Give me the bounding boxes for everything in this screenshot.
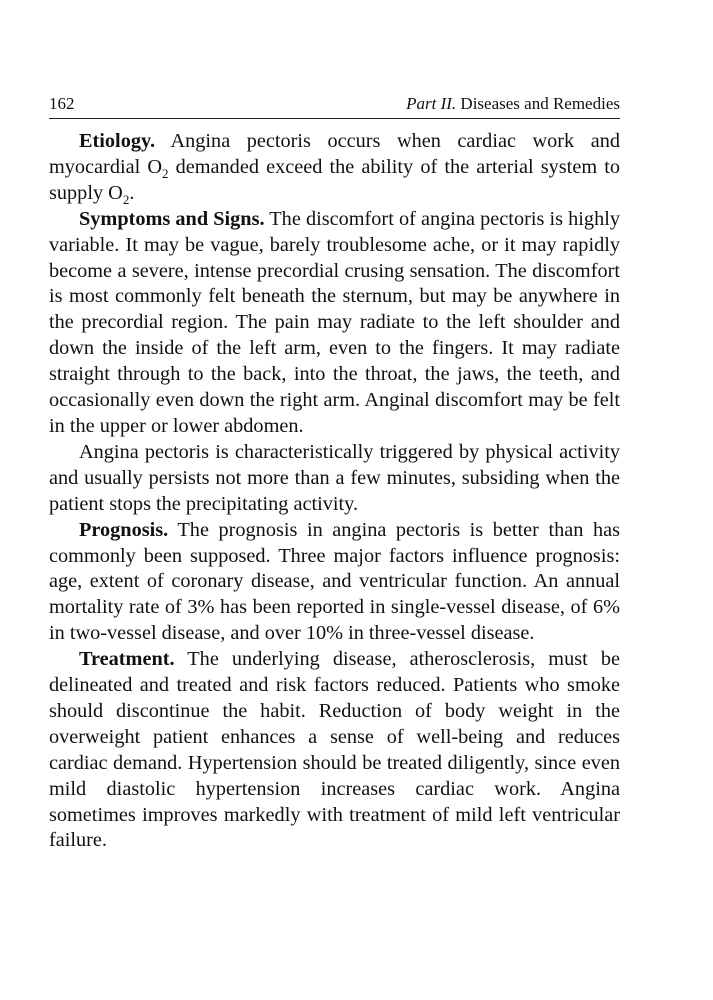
heading-symptoms: Symptoms and Signs. [79, 207, 265, 230]
page-number: 162 [49, 94, 75, 113]
section-title: Diseases and Remedies [460, 94, 620, 113]
book-page [49, 90, 620, 854]
paragraph-triggers [49, 440, 620, 518]
running-title [406, 90, 620, 118]
body-text [49, 129, 620, 854]
prognosis-text: The prognosis in angina pectoris is better than has commonly been supposed. Three major factors influence prognosis: age, extent of coronary disease, and ventricular function. An annual mortality rate of 3% has been reported in single-vessel disease, of 6% in two-vessel disease, and over 10% in three-vessel disease. [49, 518, 620, 645]
heading-treatment: Treatment. [79, 648, 175, 671]
paragraph-etiology [49, 129, 620, 207]
subscript-2: 2 [122, 191, 130, 207]
paragraph-prognosis [49, 518, 620, 648]
running-head [49, 90, 620, 119]
subscript-2: 2 [162, 165, 169, 181]
triggers-text: Angina pectoris is characteristically triggered by physical activity and usually persists not more than a few minutes, subsiding when the patient stops the precipitating activity. [49, 440, 620, 515]
heading-etiology: Etiology. [79, 130, 156, 152]
paragraph-treatment [49, 647, 620, 854]
etiology-text-3: . [129, 181, 135, 204]
etiology-text-1: Angina pectoris occurs when cardiac work and myocardial O [49, 130, 620, 178]
paragraph-symptoms [49, 207, 620, 440]
part-label: Part II. [406, 94, 457, 113]
symptoms-text: The discomfort of angina pectoris is highly variable. It may be vague, barely troublesome ache, or it may rapidly become a severe, intense precordial crusing sensation. The discomfort is most commonly felt beneath the sternum, but may be anywhere in the precordial region. The pain may radiate to the left shoulder and down the inside of the left arm, even to the fingers. It may radiate straight through to the back, into the throat, the jaws, the teeth, and occasionally even down the right arm. Anginal discomfort may be felt in the upper or lower abdomen. [49, 207, 620, 437]
heading-prognosis: Prognosis. [79, 518, 169, 541]
treatment-text: The underlying disease, atherosclerosis, must be delineated and treated and risk factors reduced. Patients who smoke should discontinue the habit. Reduction of body weight in the overweight patient enhances a sense of well-being and reduces cardiac demand. Hypertension should be treated diligently, since even mild diastolic hypertension increases cardiac work. Angina sometimes improves markedly with treatment of mild left ventricular failure. [49, 648, 620, 852]
etiology-text-2: demanded exceed the ability of the arterial system to supply O [49, 155, 620, 204]
